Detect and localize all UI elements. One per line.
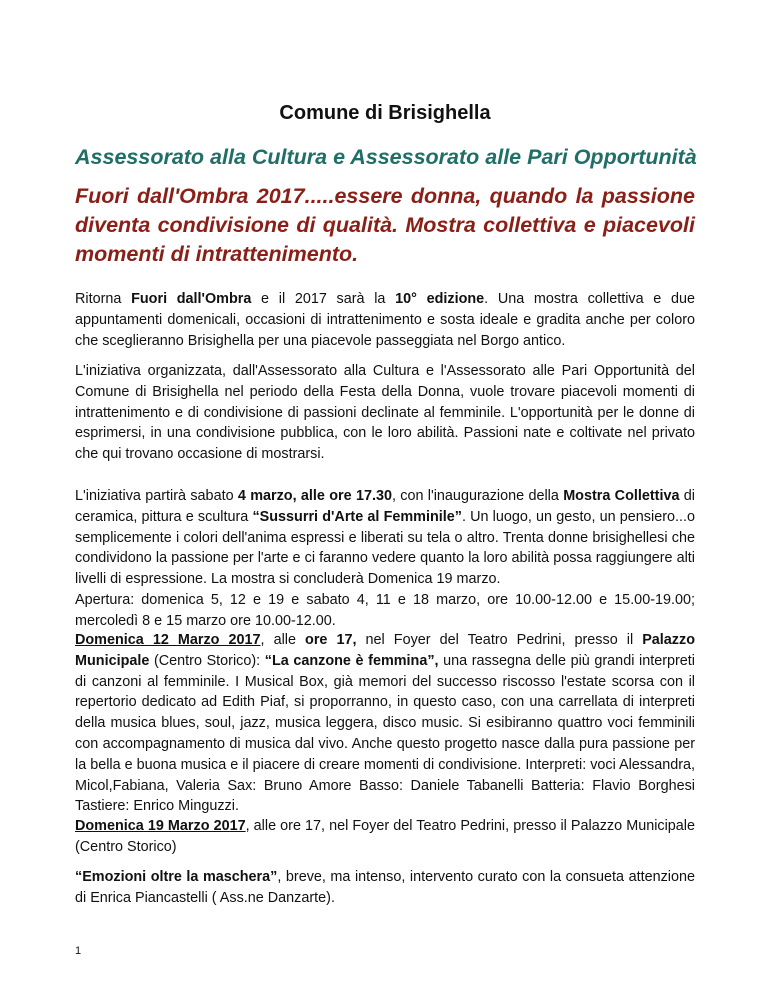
text-run: Ritorna [75, 291, 132, 307]
page-number: 1 [75, 945, 82, 957]
text-run: , con l'inaugurazione della [391, 488, 564, 504]
text-run: di ceramica, pittura e scultura [75, 488, 695, 525]
event-date: Domenica 12 Marzo 2017 [75, 632, 261, 648]
headline: Fuori dall'Ombra 2017.....essere donna, quando la passione diventa condivisione di qualità. Mostra collettiva e piacevoli momenti di intrattenimento. [75, 184, 695, 266]
text-run: e il 2017 sarà la [251, 291, 396, 307]
paragraph-opening-hours: Apertura: domenica 5, 12 e 19 e sabato 4, 11 e 18 marzo, ore 10.00-12.00 e 15.00-19.00; mercoledì 8 e 15 marzo ore 10.00-12.00. [75, 592, 695, 629]
text-run: , alle ore 17, nel Foyer del Teatro Pedrini, presso il Palazzo Municipale (Centro Storico) [75, 818, 695, 855]
text-run: nel Foyer del Teatro Pedrini, presso il [356, 632, 643, 648]
paragraph-event-19-march [75, 816, 695, 858]
bold-text: 4 marzo, alle ore 17.30 [237, 488, 392, 504]
bold-text: Fuori dall'Ombra [131, 291, 252, 307]
bold-text: ore 17, [305, 632, 357, 648]
bold-text: “Sussurri d'Arte al Femminile” [252, 508, 462, 525]
text-run: (Centro Storico): [149, 652, 265, 669]
event-date: Domenica 19 Marzo 2017 [75, 818, 246, 834]
bold-text: 10° edizione [395, 291, 485, 307]
paragraph-intro [75, 289, 695, 351]
paragraph-event-12-march [75, 630, 695, 817]
text-run: , alle [260, 632, 306, 648]
bold-text: “La canzone è femmina”, [264, 652, 439, 669]
text-run: , breve, ma intenso, intervento curato con la consueta attenzione di Enrica Piancastelli ( Ass.ne Danzarte). [75, 869, 695, 906]
text-run: . Una mostra collettiva e due appuntamenti domenicali, occasioni di intrattenimento e sosta ideale e gradita anche per coloro che sceglieranno Brisighella per una piacevole passeggiata nel Borgo antico. [75, 291, 695, 349]
subtitle: Assessorato alla Cultura e Assessorato alle Pari Opportunità [75, 145, 697, 169]
paragraph-initiative: L'iniziativa organizzata, dall'Assessorato alla Cultura e l'Assessorato alle Pari Opportunità del Comune di Brisighella nel periodo della Festa della Donna, vuole trovare piacevoli momenti di intrattenimento e di condivisione di passioni declinate al femminile. L'opportunità per le donne di esprimersi, in una condivisione pubblica, con le loro abilità. Passioni nate e coltivate nel privato che qui trovano occasione di mostrarsi. [75, 363, 695, 463]
paragraph-emozioni [75, 867, 695, 909]
text-run: . Un luogo, un gesto, un pensiero...o semplicemente i colori dell'anima espressi e liberati su tela o altro. Trenta donne brisighellesi che condividono la passione per l'arte e ci faranno vedere quanto la loro abilità possa raggiungere alti livelli di espressione. La mostra si concluderà Domenica 19 marzo. [75, 508, 695, 588]
text-run: una rassegna delle più grandi interpreti di canzoni al femminile. I Musical Box, già memori del successo riscosso l'estate scorsa con il repertorio dedicato ad Edith Piaf, si proporranno, in questo caso, con una carrellata di interpreti della musica blues, soul, jazz, musica leggera, disco music. Si esibiranno quattro voci femminili con accompagnamento di musica dal vivo. Anche questo progetto nasce dalla pura passione per la bella e buona musica e il piacere di creare momenti di condivisione. Interpreti: voci Alessandra, Micol,Fabiana, Valeria Sax: Bruno Amore Basso: Daniele Tabanelli Batteria: Flavio Borghesi Tastiere: Enrico Minguzzi. [75, 652, 695, 815]
bold-text: Mostra Collettiva [563, 488, 680, 504]
bold-text: “Emozioni oltre la maschera” [75, 869, 278, 885]
paragraph-exhibition [75, 486, 695, 590]
text-run: L'iniziativa partirà sabato [75, 488, 238, 504]
bold-text: Palazzo Municipale [75, 632, 695, 669]
page-title: Comune di Brisighella [279, 102, 491, 124]
